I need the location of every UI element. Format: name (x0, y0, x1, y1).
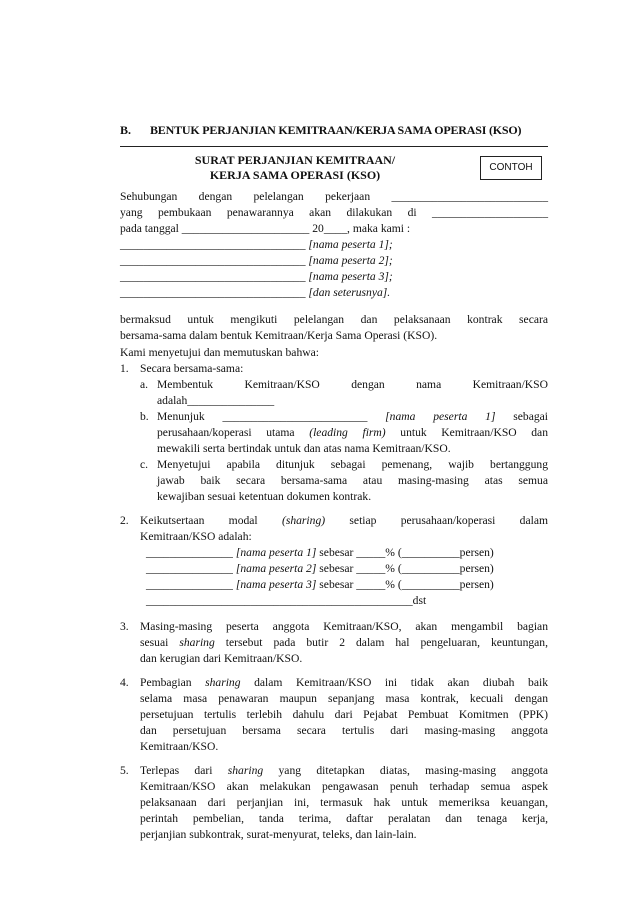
participant-blank: ________________________________ (120, 254, 306, 267)
item1-text: Secara bersama-sama: (140, 362, 244, 375)
participant-blank: ________________________________ (120, 270, 306, 283)
intro-line2: yang pembukaan penawarannya akan dilakukan di ____________________ (120, 206, 548, 219)
section-title: BENTUK PERJANJIAN KEMITRAAN/KERJA SAMA OPERASI (KSO) (150, 123, 522, 137)
item3-line2-italic: sharing (179, 636, 215, 649)
item2-line1 (140, 514, 548, 527)
item2-line2: Kemitraan/KSO adalah: (140, 530, 252, 543)
item1b-line2-pre: perusahaan/koperasi utama (157, 426, 295, 439)
doc-title (160, 153, 430, 183)
sharing-row (146, 578, 494, 591)
item5-number: 5. (120, 764, 129, 777)
section-letter: B. (120, 123, 132, 137)
item2-line1-post: setiap perusahaan/koperasi dalam (349, 514, 548, 527)
item4-line3: persetujuan tertulis terlebih dahulu dari Pejabat Pembuat Komitmen (PPK) (140, 708, 548, 721)
contoh-badge: CONTOH (480, 156, 542, 180)
participant-line (120, 254, 393, 267)
item3-line2-post: tersebut pada butir 2 dalam hal pengeluaran, keuntungan, (225, 636, 548, 649)
item4-line1-post: dalam Kemitraan/KSO ini tidak akan diubah baik (254, 676, 548, 689)
item2-line1-pre: Keikutsertaan modal (140, 514, 258, 527)
sharing-row-label: [nama peserta 2] (235, 562, 317, 575)
item4-line4: dan persetujuan bersama secara tertulis dari masing-masing anggota (140, 724, 548, 737)
section-divider (120, 146, 548, 147)
item1b-italic: [nama peserta 1] (385, 410, 496, 423)
item4-number: 4. (120, 676, 129, 689)
item1a-line1: Membentuk Kemitraan/KSO dengan nama Kemitraan/KSO (157, 378, 548, 391)
participant-blank: ________________________________ (120, 286, 306, 299)
doc-title-line2: KERJA SAMA OPERASI (KSO) (209, 168, 381, 182)
item4-line2: selama masa penawaran maupun sepanjang masa kontrak, kecuali dengan (140, 692, 548, 705)
item4-line5: Kemitraan/KSO. (140, 740, 219, 753)
participant-line (120, 270, 393, 283)
item5-line5: perjanjian subkontrak, surat-menyurat, teleks, dan lain-lain. (140, 828, 417, 841)
item4-line1-pre: Pembagian (140, 676, 192, 689)
item1b-pre: Menunjuk _________________________ (157, 410, 368, 423)
item5-line1 (140, 764, 548, 777)
sharing-row (146, 546, 494, 559)
item1-number: 1. (120, 362, 129, 375)
intro-line1: Sehubungan dengan pelelangan pekerjaan ___________________________ (120, 190, 548, 203)
item3-line1: Masing-masing peserta anggota Kemitraan/KSO, akan mengambil bagian (140, 620, 548, 633)
item1b-line1 (157, 410, 548, 423)
participant-line (120, 238, 393, 251)
participant-label: [nama peserta 1]; (308, 238, 393, 251)
sharing-row (146, 562, 494, 575)
item1b-label: b. (140, 410, 149, 423)
participant-line (120, 286, 390, 299)
sharing-row-blank: _______________ (146, 562, 233, 575)
item5-line1-italic: sharing (227, 764, 264, 777)
item3-number: 3. (120, 620, 129, 633)
item1b-line2 (157, 426, 548, 439)
agree-text: Kami menyetujui dan memutuskan bahwa: (120, 346, 319, 359)
item1b-line3: mewakili serta bertindak untuk dan atas nama Kemitraan/KSO. (157, 442, 451, 455)
item2-number: 2. (120, 514, 129, 527)
item5-line2: Kemitraan/KSO akan melakukan pengawasan penuh terhadap semua aspek (140, 780, 548, 793)
item1c-line1: Menyetujui apabila ditunjuk sebagai pemenang, wajib bertanggung (157, 458, 548, 471)
purpose-line1: bermaksud untuk mengikuti pelelangan dan pelaksanaan kontrak secara (120, 313, 548, 326)
item1b-post: sebagai (513, 410, 549, 423)
participant-blank: ________________________________ (120, 238, 306, 251)
participant-label: [nama peserta 2]; (308, 254, 393, 267)
sharing-row-blank: _______________ (146, 546, 233, 559)
item5-line3: pelaksanaan dari perjanjian ini, termasuk hak untuk memeriksa keuangan, (140, 796, 548, 809)
item3-line2-pre: sesuai (140, 636, 169, 649)
intro-line3: pada tanggal ______________________ 20____, maka kami : (120, 222, 411, 235)
item5-line1-pre: Terlepas dari (140, 764, 213, 777)
item4-line1-italic: sharing (205, 676, 241, 689)
item3-line2 (140, 636, 548, 649)
item1c-label: c. (140, 458, 149, 471)
item2-line1-italic: (sharing) (281, 514, 326, 527)
item4-line1 (140, 676, 548, 689)
item1c-line3: kewajiban sesuai ketentuan dokumen kontrak. (157, 490, 372, 503)
item1a-line2: adalah_______________ (157, 394, 275, 407)
sharing-row-label: [nama peserta 3] (235, 578, 317, 591)
sharing-row-blank: _______________ (146, 578, 233, 591)
item5-line4: perintah pembelian, tanda terima, daftar peralatan dan tenaga kerja, (140, 812, 548, 825)
sharing-dst: ______________________________________________dst (146, 594, 427, 607)
item1b-line2-italic: (leading firm) (309, 426, 386, 439)
sharing-row-text: sebesar _____% (__________persen) (319, 546, 494, 559)
item1a-label: a. (140, 378, 149, 391)
item1c-line2: jawab baik secara bersama-sama atau masing-masing atas semua (157, 474, 548, 487)
sharing-row-text: sebesar _____% (__________persen) (319, 562, 494, 575)
doc-title-line1: SURAT PERJANJIAN KEMITRAAN/ (194, 153, 396, 167)
item5-line1-post: yang ditetapkan diatas, masing-masing anggota (278, 764, 549, 777)
participant-label: [dan seterusnya]. (308, 286, 391, 299)
sharing-row-text: sebesar _____% (__________persen) (319, 578, 494, 591)
participant-label: [nama peserta 3]; (308, 270, 393, 283)
sharing-row-label: [nama peserta 1] (235, 546, 317, 559)
item1b-line2-post: untuk Kemitraan/KSO dan (400, 426, 548, 439)
purpose-line2: bersama-sama dalam bentuk Kemitraan/Kerja Sama Operasi (KSO). (120, 329, 438, 342)
item3-line3: dan kerugian dari Kemitraan/KSO. (140, 652, 303, 665)
